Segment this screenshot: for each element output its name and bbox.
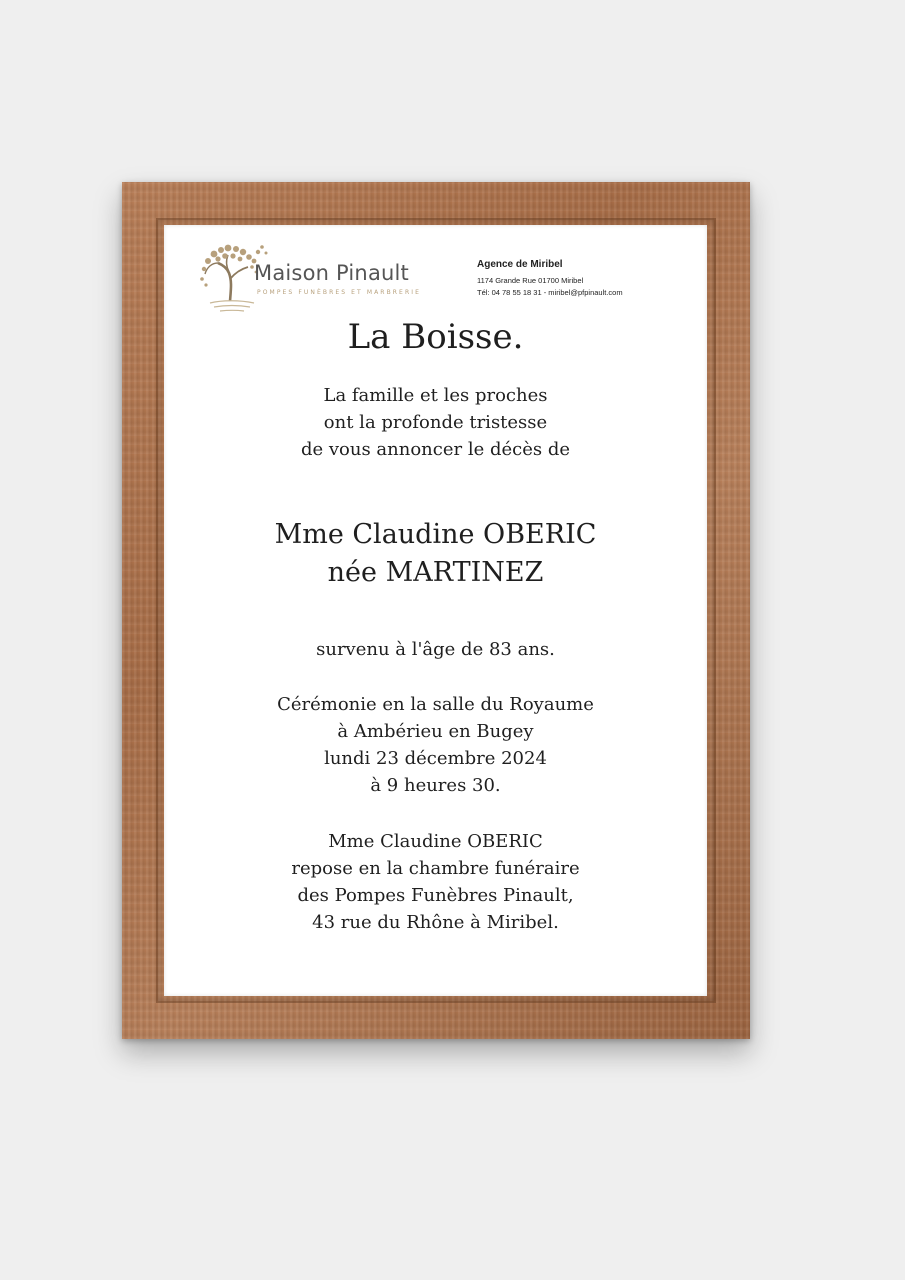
agency-contact: Tél: 04 78 55 18 31 - miribel@pfpinault.com [477,288,623,297]
ceremony-line: Cérémonie en la salle du Royaume [277,694,594,715]
ceremony-line: à Ambérieu en Bugey [337,721,534,742]
wooden-frame [122,182,750,1039]
rest-line: 43 rue du Rhône à Miribel. [312,912,559,933]
death-notice-paper [164,225,707,996]
ceremony-line: lundi 23 décembre 2024 [324,748,547,769]
town-heading: La Boisse. [347,317,524,357]
agency-title: Agence de Miribel [477,259,563,270]
rest-line: des Pompes Funèbres Pinault, [297,885,574,906]
rest-line: repose en la chambre funéraire [291,858,580,879]
logo-tagline: POMPES FUNÈBRES ET MARBRERIE [257,289,421,296]
deceased-name [164,516,707,592]
rest-paragraph [164,828,707,936]
intro-line: ont la profonde tristesse [323,412,548,433]
maison-pinault-logo [196,239,446,315]
ceremony-paragraph [164,691,707,799]
logo-name: Maison Pinault [254,261,409,285]
deceased-name-line: Mme Claudine OBERIC [274,519,597,550]
intro-line: La famille et les proches [323,385,548,406]
intro-paragraph [164,382,707,463]
maiden-name-line: née MARTINEZ [327,557,544,588]
intro-line: de vous annoncer le décès de [300,439,571,460]
agency-address: 1174 Grande Rue 01700 Miribel [477,276,584,285]
ceremony-line: à 9 heures 30. [370,775,501,796]
age-line: survenu à l'âge de 83 ans. [316,639,555,660]
agency-info [477,259,623,299]
rest-line: Mme Claudine OBERIC [328,831,543,852]
